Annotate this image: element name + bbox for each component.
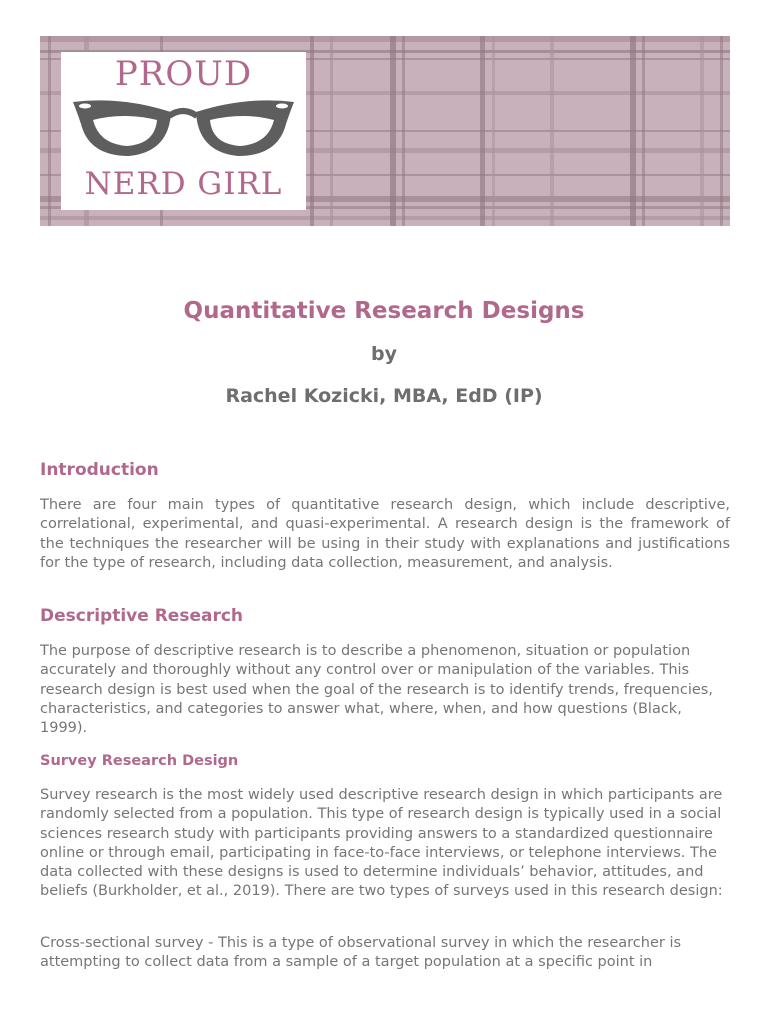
logo <box>61 52 306 210</box>
introduction-heading: Introduction <box>40 460 159 480</box>
document-title: Quantitative Research Designs <box>183 298 585 324</box>
author-name: Rachel Kozicki, MBA, EdD (IP) <box>225 385 543 407</box>
cross-sectional-paragraph: Cross-sectional survey - This is a type of observational survey in which the researcher is attempting to collect data from a sample of a target population at a specific point in <box>40 935 682 971</box>
logo-text-bottom: NERD GIRL <box>84 166 283 202</box>
introduction-paragraph: There are four main types of quantitative research design, which include descriptive, correlational, experimental, and quasi-experimental. A research design is the framework of the techniques the researcher will be using in their study with explanations and justifications for the type of research, including data collection, measurement, and analysis. <box>40 497 730 571</box>
descriptive-research-paragraph: The purpose of descriptive research is to describe a phenomenon, situation or population accurately and thoroughly without any control over or manipulation of the variables. This research design is best used when the goal of the research is to identify trends, frequencies, characteristics, and categories to answer what, where, when, and how questions (Black, 1999). <box>40 643 713 737</box>
descriptive-research-heading: Descriptive Research <box>40 606 244 626</box>
logo-text-top: PROUD <box>114 54 253 94</box>
header-banner <box>40 36 730 226</box>
survey-research-paragraph: Survey research is the most widely used descriptive research design in which participants are randomly selected from a population. This type of research design is typically used in a social sciences research study with participants providing answers to a standardized questionnaire online or through email, participating in face-to-face interviews, or telephone interviews. The data collected with these designs is used to determine individuals’ behavior, attitudes, and beliefs (Burkholder, et al., 2019). There are two types of surveys used in this research design: <box>40 787 723 900</box>
byline-by: by <box>371 343 397 365</box>
glasses-icon <box>71 94 296 164</box>
survey-research-heading: Survey Research Design <box>40 753 239 769</box>
